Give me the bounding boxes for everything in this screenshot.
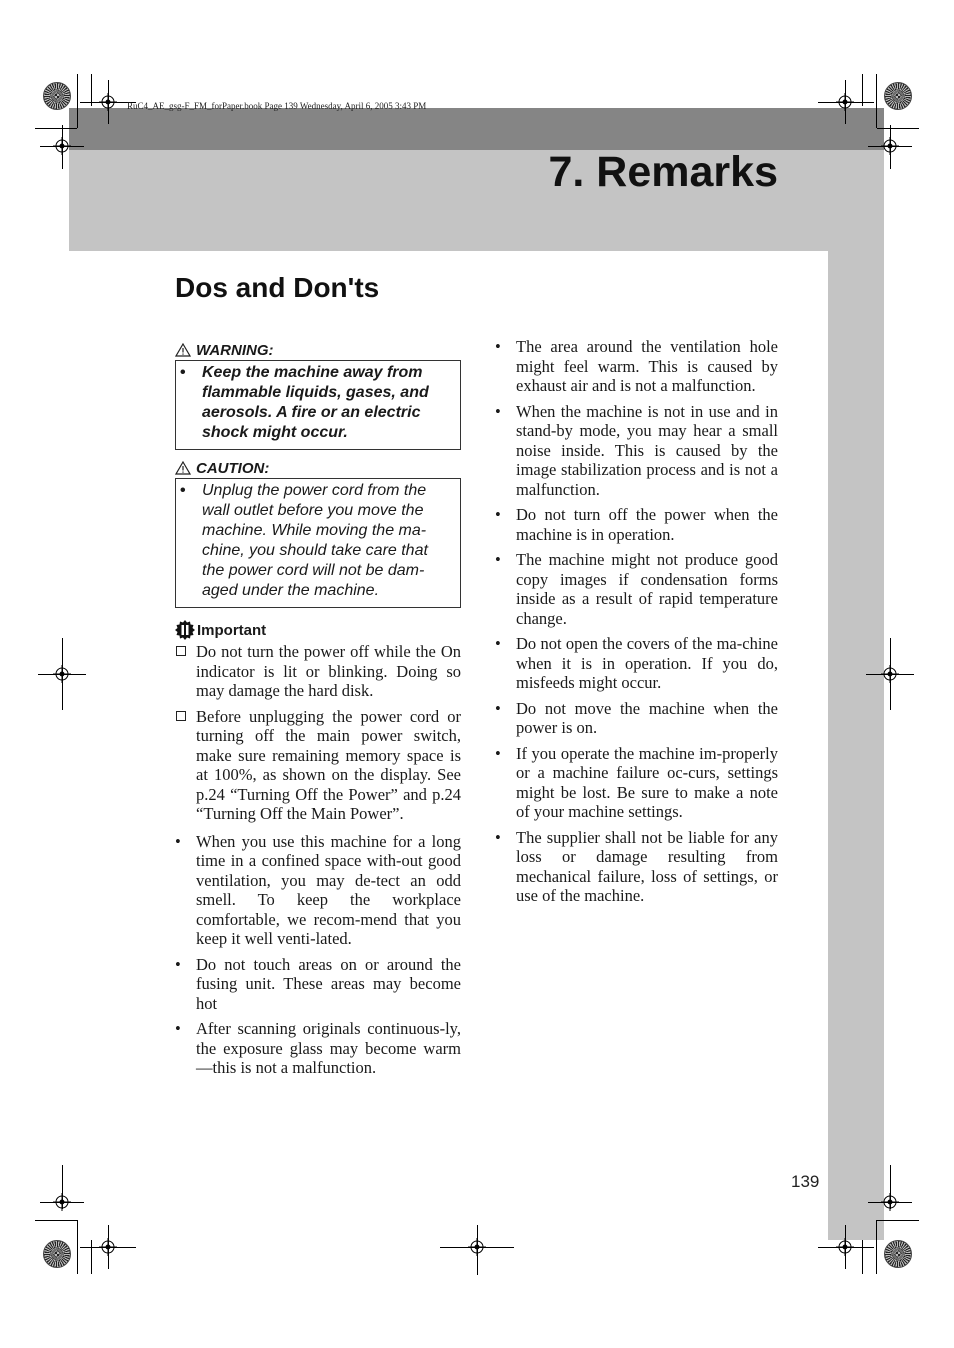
- crop-mark-line: [877, 128, 919, 129]
- color-wheel-icon: [43, 82, 71, 110]
- bullet-icon: •: [495, 337, 501, 356]
- bullet-icon: •: [495, 634, 501, 653]
- checkbox-square-icon: [176, 711, 186, 721]
- warning-box: [175, 360, 461, 450]
- important-heading: [175, 620, 461, 640]
- crop-mark-line: [77, 74, 78, 128]
- crop-mark-line: [862, 1240, 863, 1274]
- warning-text: Keep the machine away from flammable liquids, gases, and aerosols. A fire or an electric shock might occur.: [202, 364, 429, 441]
- bullet-icon: •: [175, 1019, 181, 1038]
- crop-mark-line: [890, 1165, 891, 1209]
- color-wheel-icon: [884, 1240, 912, 1268]
- crop-mark-line: [35, 1220, 77, 1221]
- header-dark-band: [69, 108, 884, 150]
- crop-mark-line: [862, 74, 863, 106]
- bullet-icon: •: [175, 831, 181, 851]
- crop-mark-line: [845, 1225, 846, 1269]
- right-column: [495, 337, 778, 912]
- crop-mark-line: [91, 1240, 92, 1274]
- bullet-icon: •: [495, 698, 501, 718]
- chapter-title: 7. Remarks: [548, 148, 778, 196]
- section-title: Dos and Don'ts: [175, 272, 380, 303]
- caution-heading: [175, 458, 461, 478]
- list-item: • Do not touch areas on or around the fusing unit. These areas may become hot: [175, 954, 461, 1013]
- crop-mark-line: [818, 1247, 874, 1248]
- warning-heading: [175, 340, 461, 360]
- bullet-icon: •: [495, 550, 501, 569]
- crop-mark-line: [818, 102, 874, 103]
- color-wheel-icon: [884, 82, 912, 110]
- bullet-icon: •: [180, 364, 186, 381]
- bullet-icon: •: [495, 401, 501, 421]
- color-wheel-icon: [43, 1240, 71, 1268]
- caution-triangle-icon: [175, 461, 191, 475]
- crop-mark-line: [35, 128, 77, 129]
- caution-text: Unplug the power cord from the wall outlet before you move the machine. While moving the ma-chine, you should take care that the power cord will not be dam-aged under the machine.: [202, 482, 428, 599]
- bullet-icon: •: [495, 827, 501, 847]
- crop-mark-line: [62, 1165, 63, 1209]
- checkbox-square-icon: [176, 646, 186, 656]
- list-item: • Do not turn off the power when the machine is in operation.: [495, 505, 778, 544]
- crop-mark-line: [62, 125, 63, 169]
- list-item: • The area around the ventilation hole might feel warm. This is caused by exhaust air and is not a malfunction.: [495, 337, 778, 395]
- crop-mark-line: [477, 1225, 478, 1275]
- list-item: • Do not open the covers of the ma-chine when it is in operation. If you do, misfeeds might occur.: [495, 634, 778, 692]
- crop-mark-line: [108, 1225, 109, 1269]
- list-item: Do not turn the power off while the On indicator is lit or blinking. Doing so may damage the hard disk.: [175, 642, 461, 701]
- caution-label: CAUTION:: [196, 459, 270, 477]
- bullet-icon: •: [180, 482, 186, 499]
- crop-mark-line: [876, 74, 877, 128]
- list-item: • The supplier shall not be liable for any loss or damage resulting from mechanical failure, loss of settings, or use of the machine.: [495, 827, 778, 905]
- warning-triangle-icon: [175, 343, 191, 357]
- caution-box: [175, 478, 461, 608]
- list-item: • When the machine is not in use and in stand-by mode, you may hear a small noise inside. This is caused by the image stabilization process and is not a malfunction.: [495, 401, 778, 499]
- crop-mark-line: [877, 1220, 919, 1221]
- bullet-icon: •: [495, 505, 501, 524]
- list-item: • The machine might not produce good copy images if condensation forms inside as a result of rapid temperature change.: [495, 550, 778, 628]
- important-icon: [175, 620, 195, 640]
- bullet-icon: •: [175, 954, 181, 974]
- important-label: Important: [197, 621, 267, 639]
- list-item: • If you operate the machine im-properly or a machine failure oc-curs, settings might be lost. Be sure to make a note of your machine settings.: [495, 743, 778, 821]
- left-bullet-list: [175, 832, 461, 1078]
- crop-mark-line: [876, 1220, 877, 1274]
- list-item: Before unplugging the power cord or turning off the main power switch, make sure remaining memory space is at 100%, as shown on the display. See p.24 “Turning Off the Power” and p.24 “Turning Off the Main Power”.: [175, 707, 461, 824]
- side-thumb-band: [828, 251, 884, 1240]
- left-column: [175, 340, 461, 1084]
- crop-mark-line: [91, 74, 92, 106]
- list-item: • Do not move the machine when the power is on.: [495, 698, 778, 737]
- crop-mark-line: [108, 80, 109, 124]
- crop-mark-line: [890, 125, 891, 169]
- bullet-icon: •: [495, 743, 501, 763]
- crop-mark-line: [62, 638, 63, 710]
- warning-label: WARNING:: [196, 341, 274, 359]
- right-bullet-list: [495, 337, 778, 906]
- page-number: 139: [791, 1172, 820, 1191]
- list-item: • When you use this machine for a long time in a confined space with-out good ventilation, you may de-tect an odd smell. To keep the workplace comfortable, we recom-mend that you keep it well venti-lated.: [175, 831, 461, 948]
- crop-mark-line: [845, 80, 846, 124]
- list-item: • After scanning originals continuous-ly, the exposure glass may become warm—this is not a malfunction.: [175, 1019, 461, 1077]
- important-list: [175, 642, 461, 824]
- print-slug: RuC4_AE_gsg-F_FM_forPaper.book Page 139 Wednesday, April 6, 2005 3:43 PM: [127, 101, 427, 111]
- crop-mark-line: [890, 638, 891, 710]
- crop-mark-line: [77, 1220, 78, 1274]
